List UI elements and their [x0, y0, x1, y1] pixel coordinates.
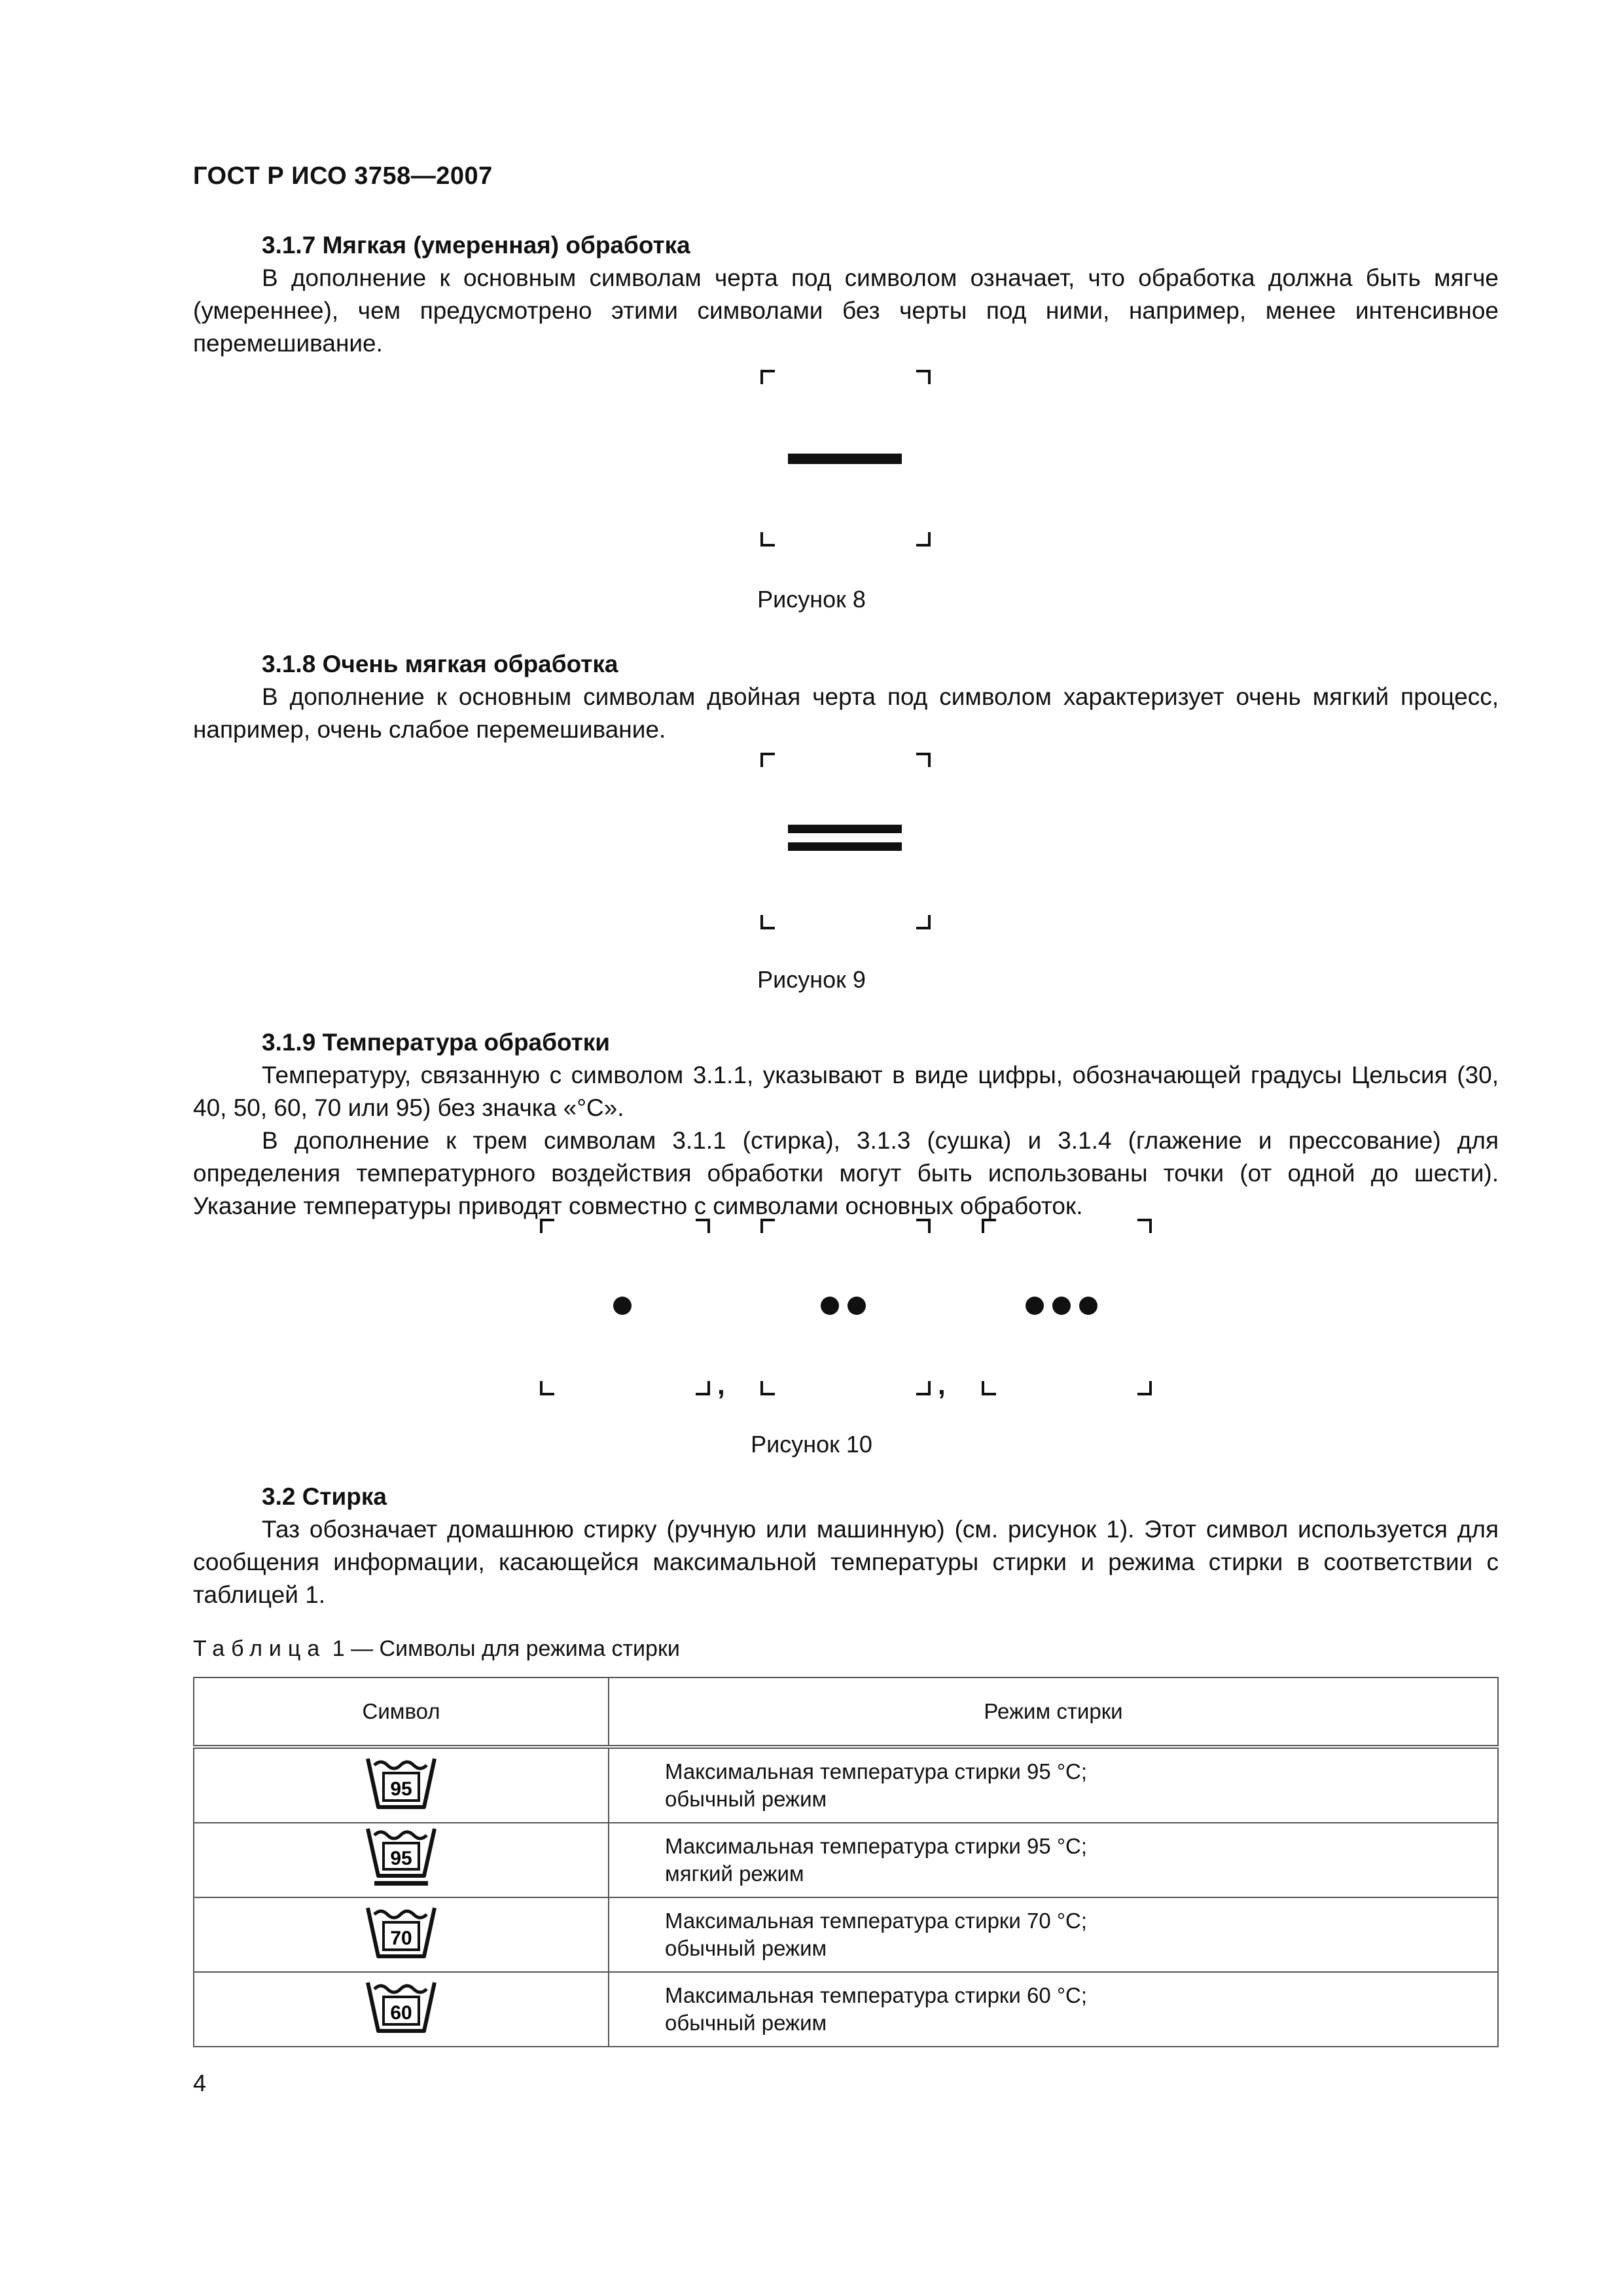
temperature-dot — [1052, 1297, 1071, 1315]
symbol-cell — [194, 1823, 609, 1897]
mode-temperature: Максимальная температура стирки 60 °С; — [665, 1983, 1088, 2007]
section-3-1-9-text-2: В дополнение к трем символам 3.1.1 (стирка), 3.1.3 (сушка) и 3.1.4 (глажение и прессование) для определения температурного воздействия обработки могут быть использованы точки (от одной до шести). Указание температуры приводят совместно с символами основных обработок. — [193, 1127, 1499, 1219]
column-header-symbol: Символ — [194, 1677, 609, 1747]
wash-temperature-label: 95 — [390, 1848, 412, 1869]
wash-tub-icon — [365, 1755, 437, 1811]
symbol-cell — [194, 1897, 609, 1972]
column-header-mode: Режим стирки — [609, 1677, 1498, 1747]
mode-temperature: Максимальная температура стирки 95 °С; — [665, 1834, 1088, 1858]
table-row — [194, 1747, 1498, 1823]
mode-description: обычный режим — [665, 1936, 827, 1960]
mode-cell — [609, 1823, 1498, 1897]
section-3-1-9 — [193, 1026, 1499, 1223]
section-3-2-title: 3.2 Стирка — [262, 1483, 387, 1510]
wash-tub-gentle-icon — [365, 1826, 437, 1889]
frame-corner — [916, 532, 931, 547]
page-number: 4 — [193, 2070, 207, 2096]
frame-corner — [982, 1381, 996, 1395]
temperature-dot — [821, 1297, 839, 1315]
frame-corner — [696, 1381, 710, 1395]
section-3-1-8-text: В дополнение к основным символам двойная черта под символом характеризует очень мягкий процесс, например, очень слабое перемешивание. — [193, 683, 1499, 743]
figure-9-symbol — [760, 753, 931, 929]
figure-10-caption: Рисунок 10 — [751, 1431, 872, 1458]
mode-cell — [609, 1747, 1498, 1823]
wash-symbols-table — [193, 1677, 1499, 2047]
section-3-2-text: Таз обозначает домашнюю стирку (ручную или машинную) (см. рисунок 1). Этот символ используется для сообщения информации, касающейся максимальной температуры стирки и режима стирки в соответствии с таблицей 1. — [193, 1516, 1499, 1608]
section-3-1-8 — [193, 648, 1499, 746]
section-3-1-7-text: В дополнение к основным символам черта под символом означает, что обработка должна быть мягче (умереннее), чем предусмотрено этими символами без черты под ними, например, менее интенсивное перемешивание. — [193, 264, 1499, 357]
mode-description: обычный режим — [665, 2011, 827, 2035]
temperature-dot — [613, 1297, 632, 1315]
table-row — [194, 1972, 1498, 2047]
figure-8-symbol — [760, 370, 931, 547]
frame-corner — [916, 1381, 931, 1395]
frame-corner — [760, 370, 775, 384]
table-caption-label: Таблица — [193, 1636, 327, 1661]
double-underline-bar-top — [788, 825, 902, 833]
mode-temperature: Максимальная температура стирки 70 °С; — [665, 1909, 1088, 1933]
temperature-dot — [847, 1297, 866, 1315]
figure-separator: , — [938, 1369, 946, 1400]
frame-corner — [760, 915, 775, 929]
mode-description: мягкий режим — [665, 1861, 804, 1886]
frame-corner — [760, 532, 775, 547]
mode-cell — [609, 1897, 1498, 1972]
frame-corner — [540, 1219, 554, 1233]
gentle-bar — [374, 1881, 428, 1886]
figure-10-two-dots — [760, 1219, 931, 1395]
frame-corner — [540, 1381, 554, 1395]
frame-corner — [760, 1381, 775, 1395]
frame-corner — [696, 1219, 710, 1233]
frame-corner — [1137, 1381, 1152, 1395]
mode-temperature: Максимальная температура стирки 95 °С; — [665, 1759, 1088, 1784]
frame-corner — [916, 370, 931, 384]
frame-corner — [916, 1219, 931, 1233]
table-1-caption — [193, 1636, 680, 1662]
frame-corner — [916, 753, 931, 767]
table-header-row — [194, 1677, 1498, 1747]
wash-temperature-label: 60 — [390, 2002, 412, 2024]
symbol-cell — [194, 1747, 609, 1823]
wash-temperature-label: 70 — [390, 1928, 412, 1949]
mode-description: обычный режим — [665, 1787, 827, 1811]
mode-cell — [609, 1972, 1498, 2047]
figure-10-three-dots — [982, 1219, 1152, 1395]
single-underline-bar — [788, 454, 902, 464]
double-underline-bar-bottom — [788, 842, 902, 851]
temperature-dot — [1026, 1297, 1044, 1315]
table-caption-title: 1 — Символы для режима стирки — [326, 1636, 680, 1661]
document-code: ГОСТ Р ИСО 3758—2007 — [193, 162, 493, 190]
table-row — [194, 1823, 1498, 1897]
symbol-cell — [194, 1972, 609, 2047]
section-3-1-9-text-1: Температуру, связанную с символом 3.1.1, указывают в виде цифры, обозначающей градусы Цельсия (30, 40, 50, 60, 70 или 95) без значка «°С». — [193, 1062, 1499, 1121]
wash-temperature-label: 95 — [390, 1778, 412, 1800]
frame-corner — [1137, 1219, 1152, 1233]
section-3-1-8-title: 3.1.8 Очень мягкая обработка — [262, 651, 618, 677]
figure-separator: , — [717, 1369, 725, 1400]
frame-corner — [916, 915, 931, 929]
section-3-2 — [193, 1480, 1499, 1611]
section-3-1-9-title: 3.1.9 Температура обработки — [262, 1029, 611, 1056]
figure-9-caption: Рисунок 9 — [757, 966, 866, 993]
wash-tub-icon — [365, 1979, 437, 2035]
wash-tub-icon — [365, 1904, 437, 1960]
table-row — [194, 1897, 1498, 1972]
figure-10-one-dot — [540, 1219, 710, 1395]
section-3-1-7 — [193, 229, 1499, 360]
section-3-1-7-title: 3.1.7 Мягкая (умеренная) обработка — [262, 232, 690, 259]
temperature-dot — [1079, 1297, 1097, 1315]
figure-8-caption: Рисунок 8 — [757, 586, 866, 613]
frame-corner — [982, 1219, 996, 1233]
frame-corner — [760, 1219, 775, 1233]
frame-corner — [760, 753, 775, 767]
